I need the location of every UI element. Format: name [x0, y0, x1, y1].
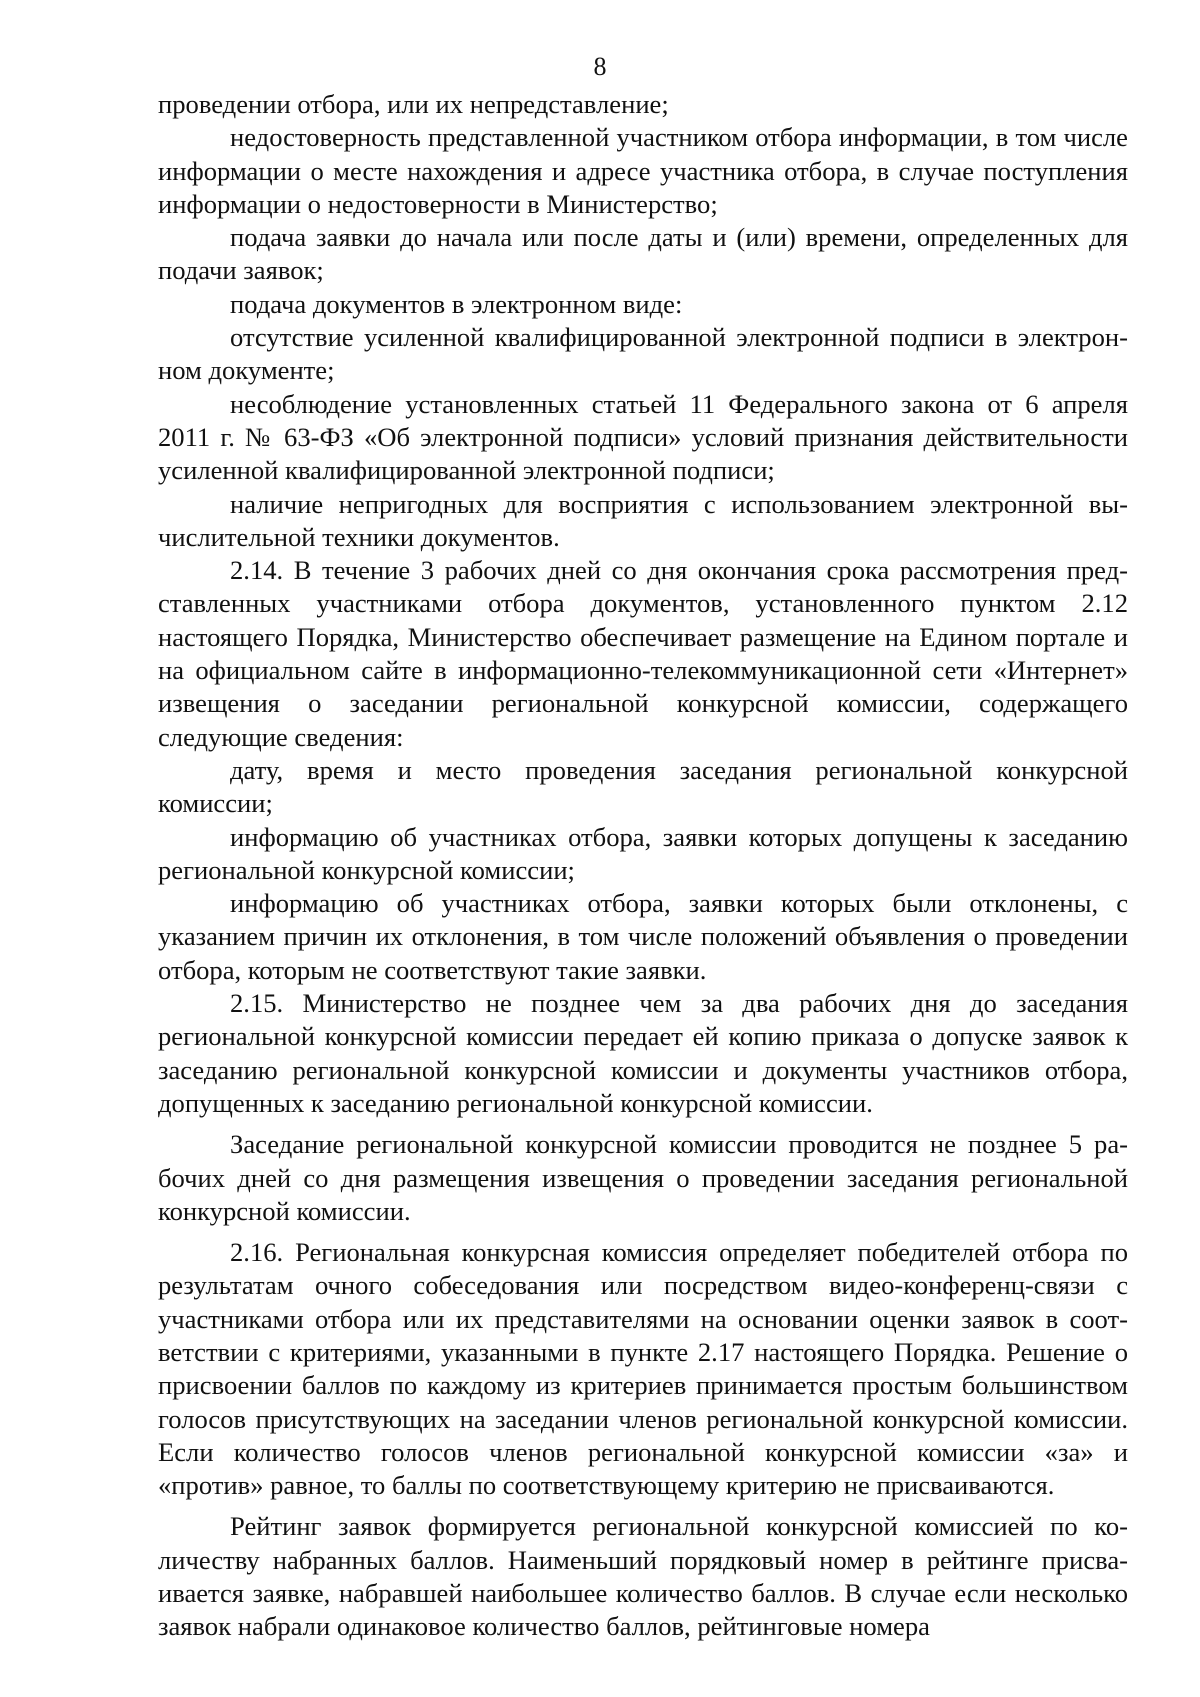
paragraph: информацию об участниках отбора, заявки которых допущены к заседанию региональной конкурсной комиссии; [158, 821, 1128, 885]
paragraph-section-2-16: 2.16. Региональная конкурсная комиссия определяет победителей отбора по результатам очного собеседования или посредством видео-конференц-связи с участниками отбора или их представителями на основании оценки заявок в соответствии с критериями, указанными в пункте 2.17 настоящего Порядка. Решение о присвоении баллов по каждому из критериев принимается простым большинством голосов присутствующих на заседании членов региональной конкурсной комиссии. Если количество голосов членов региональной конкурсной комиссии «за» и «против» равное, то баллы по соответствующему критерию не присваиваются. [158, 1237, 1128, 1501]
page-number: 8 [593, 52, 607, 81]
paragraph: наличие непригодных для восприятия с использованием электронной вычислительной техники документов. [158, 488, 1128, 552]
paragraph-section-2-15: 2.15. Министерство не позднее чем за два рабочих дня до заседания региональной конкурсной комиссии передает ей копию приказа о допуске заявок к заседанию региональной конкурсной комиссии и документы участников отбора, допущенных к заседанию региональной конкурсной комиссии. [158, 988, 1128, 1118]
paragraph: недостоверность представленной участником отбора информации, в том числе информации о месте нахождения и адресе участника отбора, в случае поступления информации о недостоверности в Министерство; [158, 122, 1128, 219]
paragraph: подача заявки до начала или после даты и (или) времени, определенных для подачи заявок; [158, 222, 1128, 286]
paragraph: Заседание региональной конкурсной комиссии проводится не позднее 5 рабочих дней со дня размещения извещения о проведении заседания региональной конкурсной комиссии. [158, 1129, 1128, 1226]
paragraph: проведении отбора, или их непредставление; [158, 89, 669, 119]
paragraph: дату, время и место проведения заседания региональной конкурсной комиссии; [158, 754, 1128, 819]
paragraph: отсутствие усиленной квалифицированной электронной подписи в электронном документе; [158, 322, 1128, 386]
paragraph: подача документов в электронном виде: [230, 288, 683, 319]
paragraph: Рейтинг заявок формируется региональной конкурсной комиссией по количеству набранных баллов. Наименьший порядковый номер в рейтинге присваивается заявке, набравшей наибольшее количество баллов. В случае если несколько заявок набрали одинаковое количество баллов, рейтинговые номера [158, 1511, 1128, 1642]
paragraph: информацию об участниках отбора, заявки которых были отклонены, с указанием причин их отклонения, в том числе положений объявления о проведении отбора, которым не соответствуют такие заявки. [158, 888, 1128, 985]
paragraph-section-2-14: 2.14. В течение 3 рабочих дней со дня окончания срока рассмотрения представленных участниками отбора документов, установленного пунктом 2.12 настоящего Порядка, Министерство обеспечивает размещение на Едином портале и на официальном сайте в информационно-телекоммуникационной сети «Интернет» извещения о заседании региональной конкурсной комиссии, содержащего следующие сведения: [158, 555, 1128, 752]
paragraph: несоблюдение установленных статьей 11 Федерального закона от 6 апреля 2011 г. № 63-ФЗ «Об электронной подписи» условий признания действительности усиленной квалифицированной электронной подписи; [158, 388, 1128, 486]
document-body [158, 88, 1128, 1644]
